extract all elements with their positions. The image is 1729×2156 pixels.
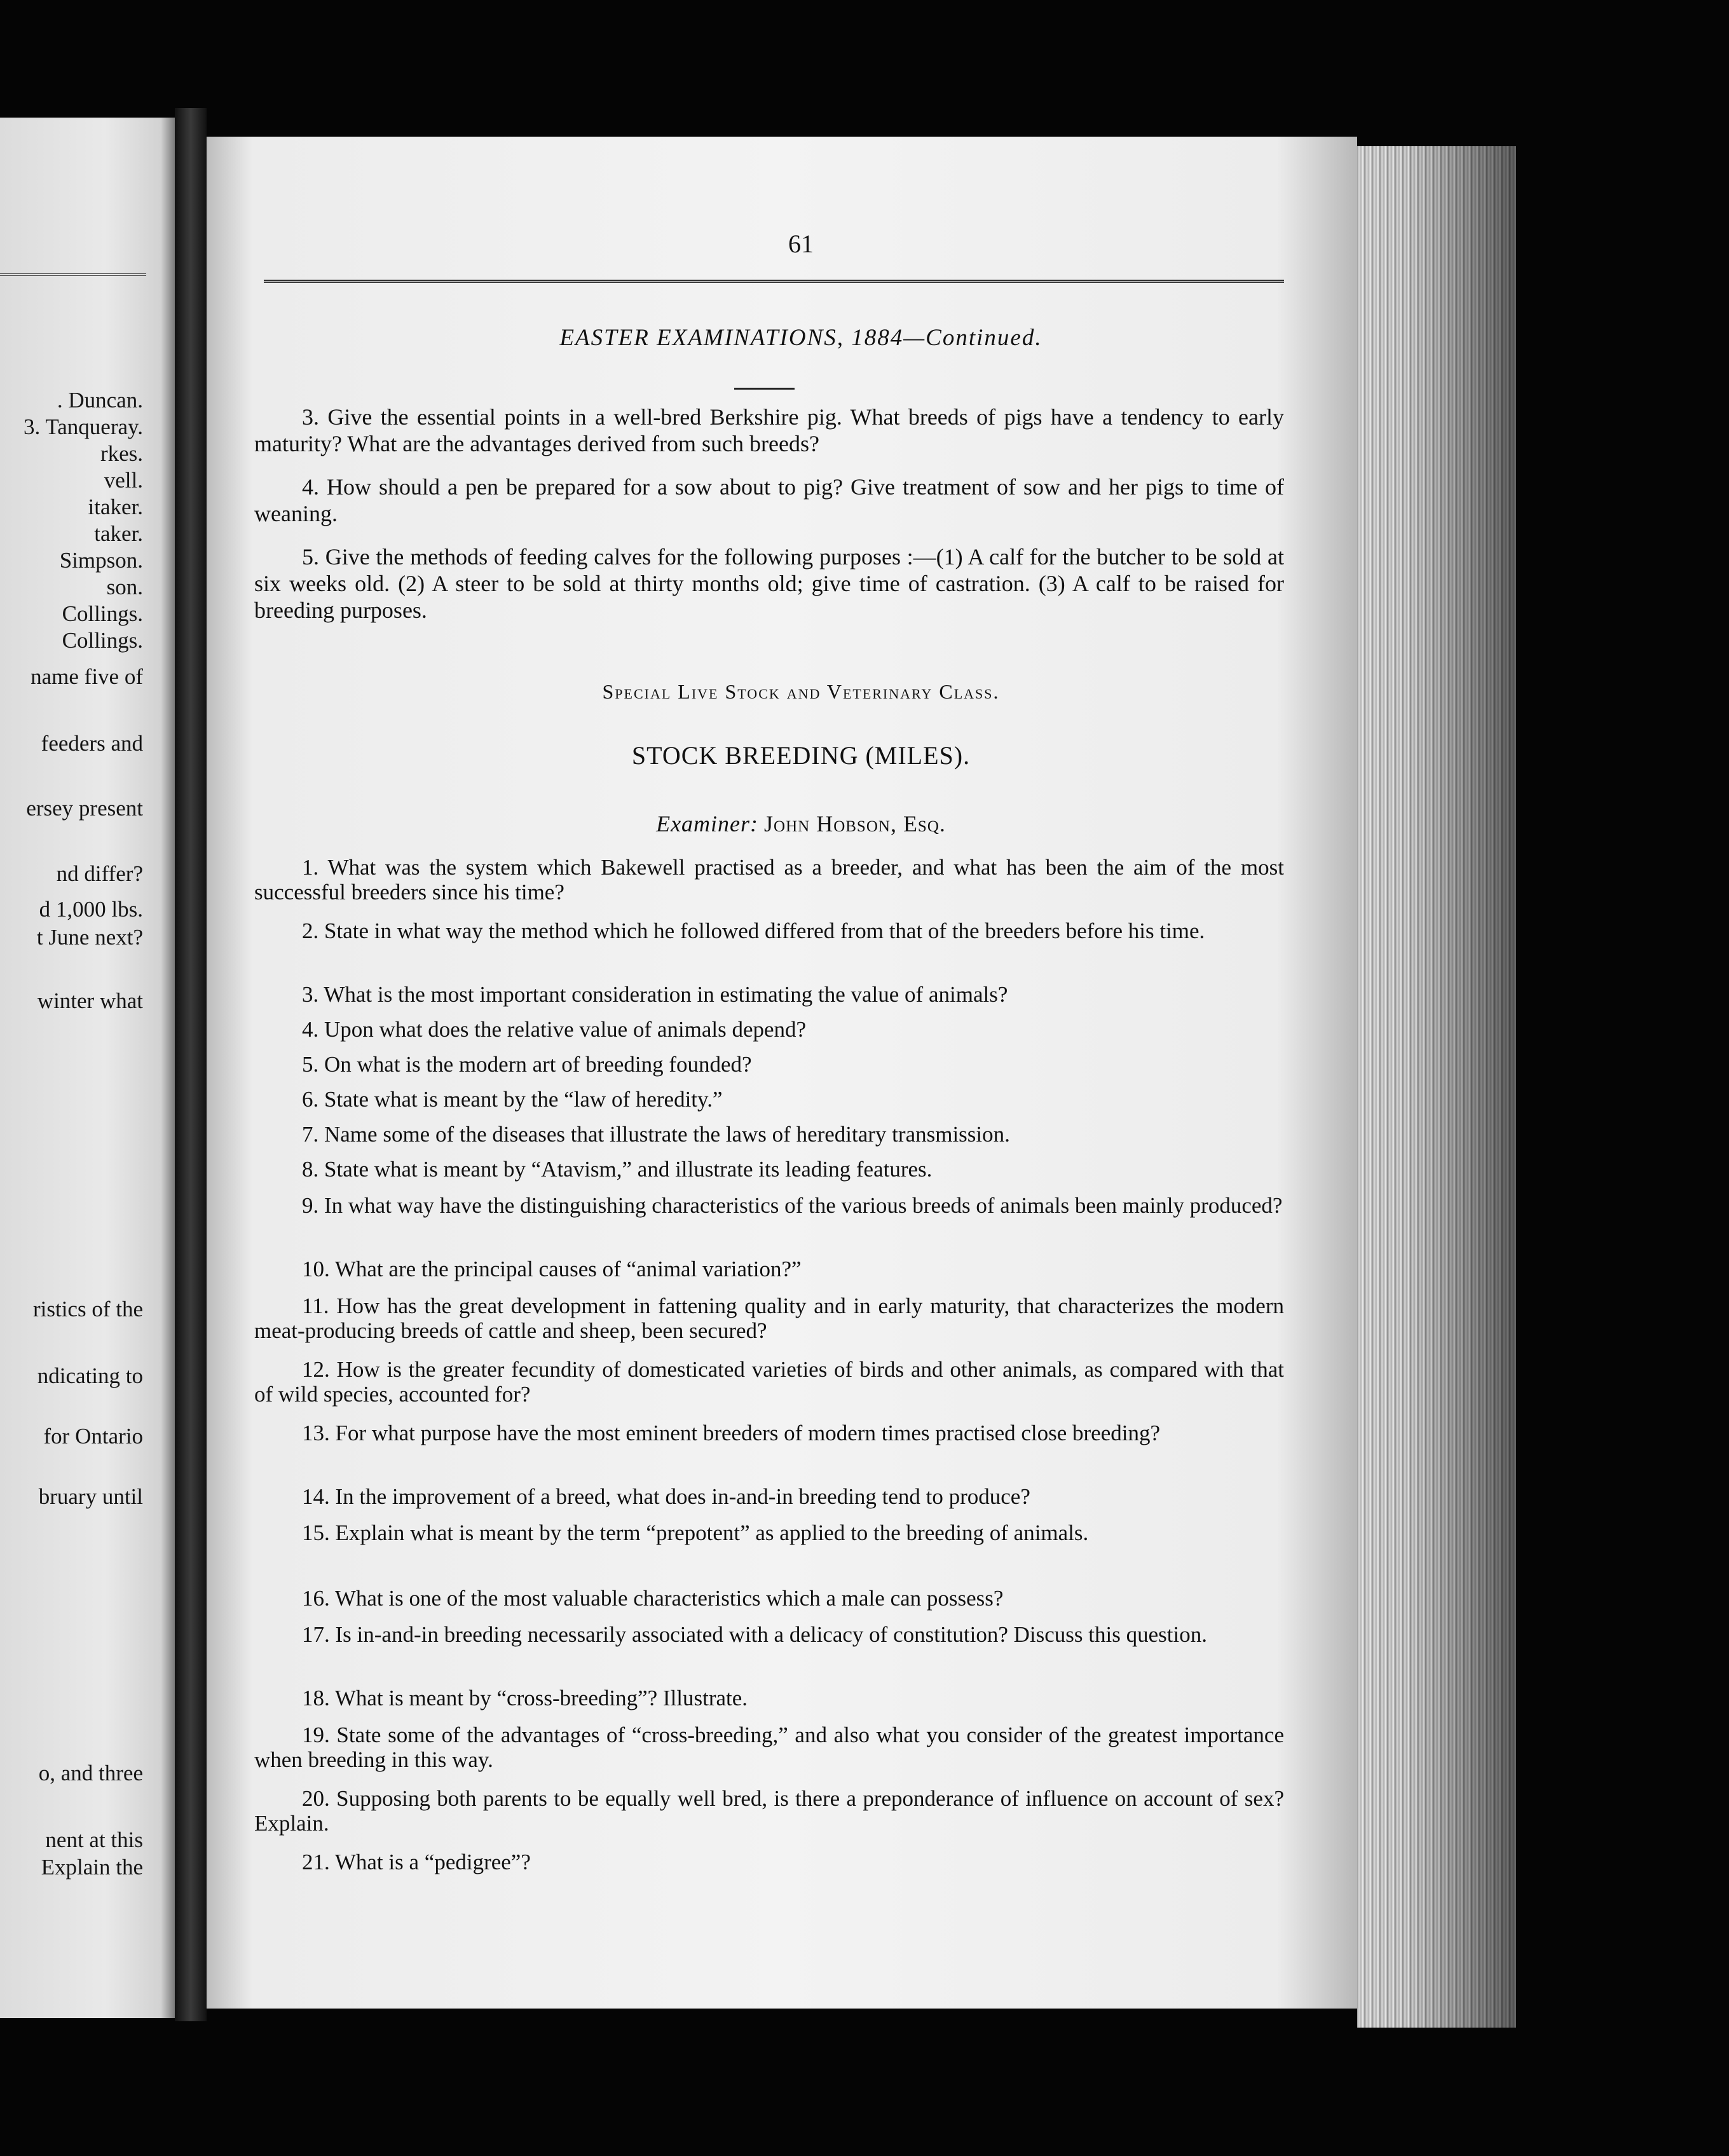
left-page-line: vell.: [104, 468, 143, 493]
left-page-line: winter what: [37, 988, 143, 1013]
previous-question: 3. Give the essential points in a well-bred Berkshire pig. What breeds of pigs have a tendency to early maturity? What are the advantages derived from such breeds?: [254, 404, 1284, 456]
examiner-label: Examiner:: [656, 811, 759, 836]
left-page-line: rkes.: [100, 441, 143, 466]
question-item: 6. State what is meant by the “law of heredity.”: [302, 1087, 723, 1112]
left-page-line: Collings.: [62, 601, 143, 626]
examiner-line: [261, 810, 1341, 837]
page-edges-shadow: [1357, 146, 1516, 2028]
left-page-line: ersey present: [26, 796, 143, 821]
class-title: Special Live Stock and Veterinary Class.: [602, 680, 1000, 703]
question-item: 21. What is a “pedigree”?: [302, 1850, 531, 1874]
left-page-line: for Ontario: [43, 1424, 143, 1449]
previous-question: 5. Give the methods of feeding calves for the following purposes :—(1) A calf for the butcher to be sold at six weeks old. (2) A steer to be sold at thirty months old; give time of castration. (3) A calf to be raised for breeding purposes.: [254, 544, 1284, 623]
left-page-line: taker.: [94, 521, 143, 546]
left-page-line: Simpson.: [59, 548, 143, 573]
running-title: EASTER EXAMINATIONS, 1884—Continued.: [559, 325, 1042, 351]
left-page-line: . Duncan.: [57, 388, 143, 413]
page-number: 61: [788, 229, 814, 258]
question-item: 2. State in what way the method which he followed differed from that of the breeders before his time.: [302, 918, 1205, 943]
left-page-line: ndicating to: [37, 1363, 143, 1388]
question-item: 16. What is one of the most valuable characteristics which a male can possess?: [302, 1586, 1004, 1611]
left-page-line: ristics of the: [32, 1297, 143, 1321]
left-page-header-rule: [0, 273, 146, 276]
left-page-line: bruary until: [38, 1484, 143, 1509]
left-page-line: feeders and: [41, 731, 143, 756]
question-item: 13. For what purpose have the most eminent breeders of modern times practised close breeding?: [302, 1421, 1161, 1445]
book-gutter: [175, 108, 207, 2021]
title-divider: [734, 388, 795, 390]
left-page-line: nd differ?: [56, 861, 143, 886]
right-page: [207, 137, 1357, 2009]
left-page-line: d 1,000 lbs.: [39, 897, 143, 922]
question-item: 19. State some of the advantages of “cross-breeding,” and also what you consider of the greatest importance when breeding in this way.: [254, 1723, 1284, 1772]
question-item: 14. In the improvement of a breed, what does in-and-in breeding tend to produce?: [302, 1484, 1030, 1509]
question-item: 4. Upon what does the relative value of animals depend?: [302, 1017, 807, 1042]
left-page-line: Explain the: [41, 1855, 143, 1880]
header-rule: [264, 280, 1284, 283]
question-item: 3. What is the most important consideration in estimating the value of animals?: [302, 982, 1008, 1007]
question-item: 10. What are the principal causes of “animal variation?”: [302, 1257, 802, 1281]
left-page-line: son.: [106, 575, 143, 599]
subject-title: STOCK BREEDING (MILES).: [631, 741, 971, 770]
question-item: 18. What is meant by “cross-breeding”? Illustrate.: [302, 1686, 748, 1710]
examiner-name: John Hobson, Esq.: [764, 811, 946, 836]
left-page-line: name five of: [31, 664, 143, 689]
question-item: 11. How has the great development in fattening quality and in early maturity, that characterizes the modern meat-producing breeds of cattle and sheep, been secured?: [254, 1293, 1284, 1343]
left-page-line: nent at this: [45, 1827, 143, 1852]
left-page: [0, 118, 175, 2018]
previous-question: 4. How should a pen be prepared for a sow about to pig? Give treatment of sow and her pigs to time of weaning.: [254, 474, 1284, 526]
question-item: 12. How is the greater fecundity of domesticated varieties of birds and other animals, as compared with that of wild species, accounted for?: [254, 1357, 1284, 1407]
question-item: 8. State what is meant by “Atavism,” and illustrate its leading features.: [302, 1157, 933, 1182]
left-page-line: itaker.: [88, 495, 143, 519]
question-item: 9. In what way have the distinguishing characteristics of the various breeds of animals been mainly produced?: [302, 1193, 1283, 1218]
question-item: 7. Name some of the diseases that illustrate the laws of hereditary transmission.: [302, 1122, 1010, 1147]
question-item: 17. Is in-and-in breeding necessarily associated with a delicacy of constitution? Discuss this question.: [302, 1622, 1207, 1647]
left-page-line: Collings.: [62, 628, 143, 653]
question-item: 5. On what is the modern art of breeding founded?: [302, 1052, 752, 1077]
question-item: 1. What was the system which Bakewell practised as a breeder, and what has been the aim of the most successful breeders since his time?: [254, 855, 1284, 904]
question-item: 15. Explain what is meant by the term “prepotent” as applied to the breeding of animals.: [302, 1520, 1089, 1545]
left-page-line: t June next?: [36, 925, 143, 950]
left-page-line: o, and three: [38, 1761, 143, 1785]
left-page-line: 3. Tanqueray.: [23, 414, 143, 439]
question-item: 20. Supposing both parents to be equally well bred, is there a preponderance of influence on account of sex? Explain.: [254, 1786, 1284, 1836]
